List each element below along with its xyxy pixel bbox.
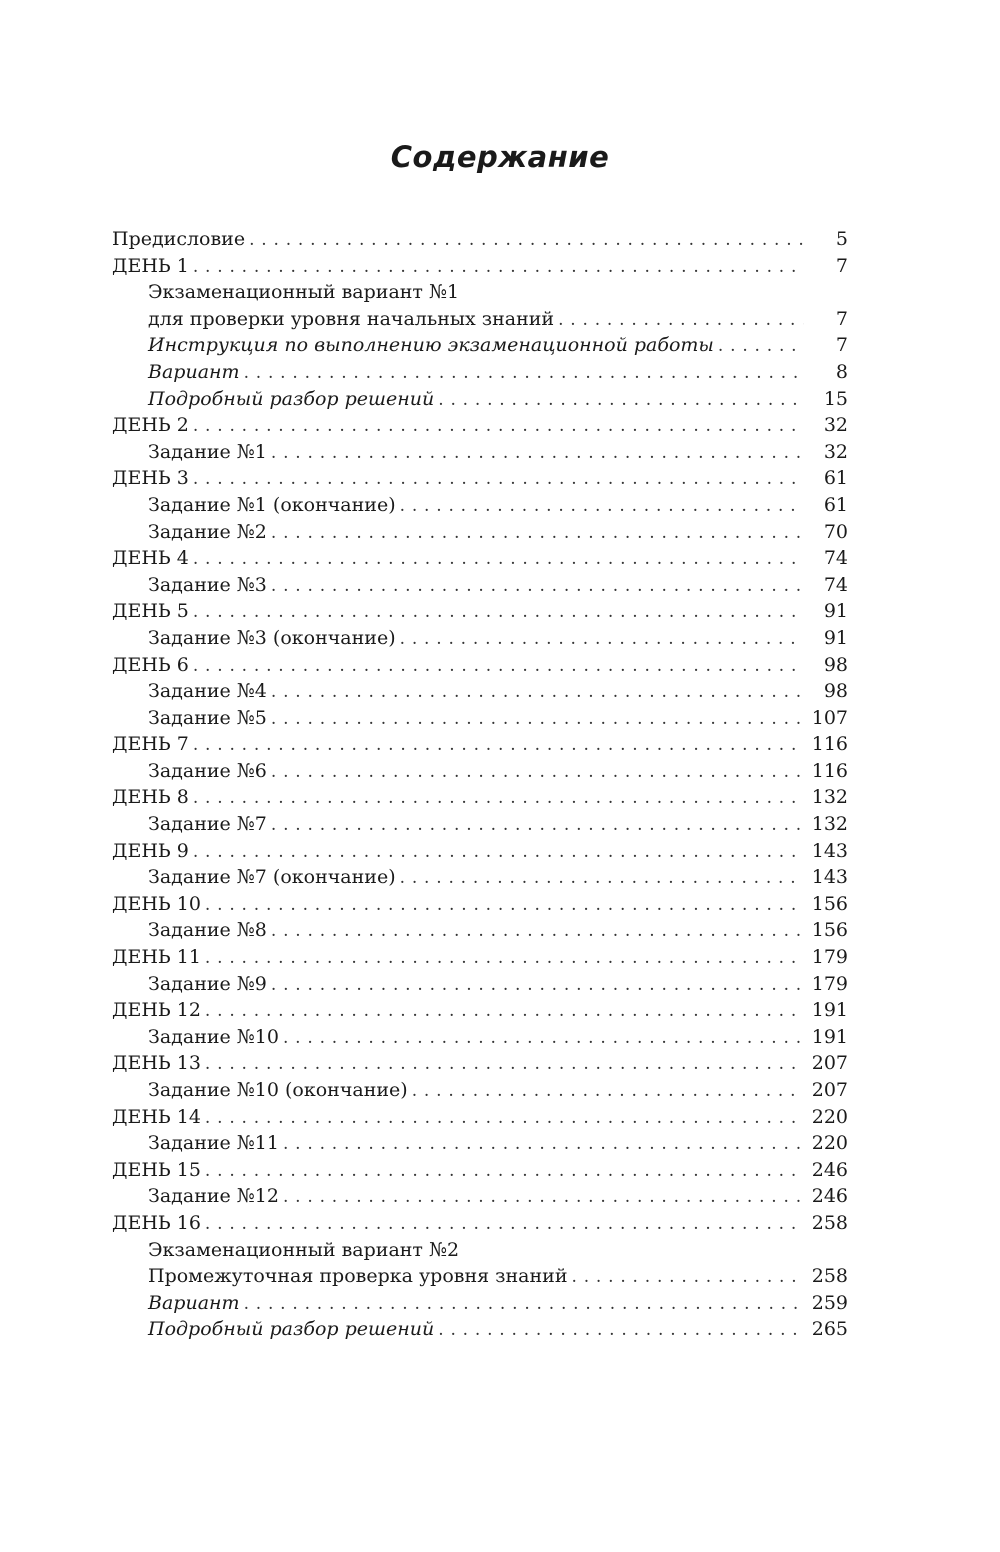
toc-page-number: 143	[811, 866, 848, 889]
toc-entry-label: ДЕНЬ 15	[112, 1158, 201, 1181]
toc-entry-label: Задание №1 (окончание)	[148, 493, 396, 516]
toc-page-number: 98	[823, 653, 848, 676]
toc-page-number: 132	[811, 813, 848, 836]
dot-leader	[205, 945, 804, 972]
toc-subentry[interactable]	[112, 519, 848, 546]
toc-entry-label: для проверки уровня начальных знаний	[148, 307, 555, 330]
toc-entry-label: ДЕНЬ 2	[112, 414, 189, 437]
toc-page-number: 179	[811, 946, 848, 969]
toc-entry-label: Задание №8	[148, 919, 267, 942]
dot-leader	[193, 653, 804, 680]
toc-page-number: 98	[823, 680, 848, 703]
toc-entry-label: ДЕНЬ 8	[112, 786, 189, 809]
table-of-contents	[112, 226, 848, 1343]
toc-entry[interactable]	[112, 253, 848, 280]
dot-leader	[718, 333, 804, 360]
dot-leader	[271, 918, 804, 945]
toc-page-number: 91	[823, 600, 848, 623]
toc-subentry[interactable]	[112, 917, 848, 944]
dot-leader	[205, 1051, 804, 1078]
toc-subentry[interactable]	[112, 1077, 848, 1104]
dot-leader	[193, 785, 804, 812]
toc-entry-label: Задание №3	[148, 573, 267, 596]
toc-page-number: 259	[811, 1291, 848, 1314]
toc-entry[interactable]	[112, 545, 848, 572]
dot-leader	[193, 599, 804, 626]
toc-page-number: 207	[811, 1052, 848, 1075]
toc-entry-label: ДЕНЬ 10	[112, 892, 201, 915]
toc-subentry[interactable]	[112, 864, 848, 891]
toc-entry[interactable]	[112, 944, 848, 971]
page-title: Содержание	[390, 140, 610, 174]
dot-leader	[283, 1025, 804, 1052]
toc-page-number: 32	[823, 440, 848, 463]
toc-page-number: 132	[811, 786, 848, 809]
dot-leader	[244, 360, 804, 387]
toc-entry-label: Задание №10 (окончание)	[148, 1079, 408, 1101]
dot-leader	[400, 493, 804, 520]
toc-entry-label: Задание №12	[148, 1185, 279, 1208]
toc-entry-label: ДЕНЬ 11	[112, 946, 201, 969]
toc-page-number: 179	[811, 972, 848, 995]
toc-subentry[interactable]	[112, 1316, 848, 1343]
toc-page-number: 70	[823, 520, 848, 543]
dot-leader	[271, 706, 804, 733]
toc-page-number: 143	[811, 839, 848, 862]
toc-page-number: 116	[811, 759, 848, 782]
toc-entry-label: Экзаменационный вариант №2	[148, 1238, 460, 1261]
toc-entry-label: Задание №1	[148, 440, 267, 463]
toc-subentry[interactable]	[112, 572, 848, 599]
toc-entry[interactable]	[112, 652, 848, 679]
toc-subentry[interactable]	[112, 332, 848, 359]
toc-subentry[interactable]	[112, 1024, 848, 1051]
toc-page-number: 61	[823, 493, 848, 516]
toc-entry[interactable]	[112, 465, 848, 492]
toc-entry-label: ДЕНЬ 1	[112, 254, 189, 277]
toc-entry-label: ДЕНЬ 6	[112, 653, 189, 676]
toc-subentry[interactable]	[112, 1237, 848, 1264]
toc-entry-label: ДЕНЬ 12	[112, 999, 201, 1022]
dot-leader	[271, 972, 804, 999]
dot-leader	[193, 413, 804, 440]
toc-entry-label: Инструкция по выполнению экзаменационной работы	[148, 334, 714, 357]
toc-subentry[interactable]	[112, 705, 848, 732]
toc-subentry[interactable]	[112, 1130, 848, 1157]
toc-entry-label: ДЕНЬ 5	[112, 600, 189, 623]
toc-entry-label: ДЕНЬ 7	[112, 733, 189, 756]
toc-page-number: 91	[823, 626, 848, 649]
toc-entry[interactable]	[112, 1104, 848, 1131]
toc-page-number: 156	[811, 919, 848, 942]
toc-subentry[interactable]	[112, 1263, 848, 1290]
toc-page-number: 191	[811, 999, 848, 1022]
dot-leader	[412, 1078, 804, 1105]
toc-subentry[interactable]	[112, 811, 848, 838]
toc-entry-label: Предисловие	[112, 228, 246, 250]
dot-leader	[244, 1291, 804, 1318]
dot-leader	[271, 520, 804, 547]
toc-entry-label: ДЕНЬ 13	[112, 1052, 201, 1075]
dot-leader	[572, 1264, 804, 1291]
toc-page-number: 7	[835, 307, 848, 330]
dot-leader	[205, 1158, 804, 1185]
toc-entry-label: Задание №5	[148, 706, 267, 729]
toc-entry[interactable]	[112, 1157, 848, 1184]
toc-page-number: 5	[835, 228, 848, 250]
toc-entry[interactable]	[112, 891, 848, 918]
toc-entry[interactable]	[112, 1050, 848, 1077]
toc-subentry[interactable]	[112, 678, 848, 705]
dot-leader	[205, 892, 804, 919]
toc-page-number: 7	[835, 254, 848, 277]
toc-subentry[interactable]	[112, 625, 848, 652]
toc-entry-label: Задание №2	[148, 520, 267, 543]
toc-page-number: 15	[823, 387, 848, 410]
toc-page-number: 156	[811, 892, 848, 915]
toc-entry-label: ДЕНЬ 9	[112, 839, 189, 862]
dot-leader	[271, 679, 804, 706]
dot-leader	[283, 1184, 804, 1211]
toc-page-number: 74	[823, 573, 848, 596]
toc-entry[interactable]	[112, 226, 848, 253]
toc-entry-label: Задание №7 (окончание)	[148, 866, 396, 889]
toc-entry[interactable]	[112, 598, 848, 625]
toc-page-number: 107	[811, 706, 848, 729]
toc-entry-label: ДЕНЬ 14	[112, 1105, 201, 1128]
toc-entry[interactable]	[112, 412, 848, 439]
toc-page-number: 246	[811, 1185, 848, 1208]
dot-leader	[438, 387, 804, 414]
toc-subentry[interactable]	[112, 492, 848, 519]
dot-leader	[271, 440, 804, 467]
toc-entry-label: Вариант	[148, 360, 240, 383]
toc-page-number: 220	[811, 1105, 848, 1128]
toc-entry-label: Задание №3 (окончание)	[148, 626, 396, 649]
toc-page-number: 258	[811, 1211, 848, 1234]
toc-page-number: 207	[811, 1079, 848, 1101]
toc-subentry[interactable]	[112, 1290, 848, 1317]
toc-page-number: 7	[835, 334, 848, 357]
toc-subentry[interactable]	[112, 386, 848, 413]
toc-page-number: 265	[811, 1318, 848, 1341]
toc-page-number: 191	[811, 1025, 848, 1048]
dot-leader	[271, 573, 804, 600]
dot-leader	[438, 1317, 804, 1344]
toc-entry-label: Задание №4	[148, 680, 267, 703]
dot-leader	[193, 466, 804, 493]
toc-entry[interactable]	[112, 731, 848, 758]
toc-subentry[interactable]	[112, 1183, 848, 1210]
toc-entry-label: Задание №10	[148, 1025, 279, 1048]
toc-entry-label: Вариант	[148, 1291, 240, 1314]
toc-entry-label: Подробный разбор решений	[148, 1318, 435, 1341]
dot-leader	[249, 227, 804, 254]
toc-page-number: 220	[811, 1132, 848, 1155]
toc-entry[interactable]	[112, 784, 848, 811]
toc-page-number: 258	[811, 1265, 848, 1288]
dot-leader	[271, 759, 804, 786]
toc-entry-label: Задание №9	[148, 972, 267, 995]
dot-leader	[283, 1131, 804, 1158]
toc-entry-label: Задание №7	[148, 813, 267, 836]
toc-entry-label: Экзаменационный вариант №1	[148, 281, 460, 304]
toc-entry-label: Задание №11	[148, 1132, 279, 1155]
toc-page-number: 116	[811, 733, 848, 756]
toc-subentry[interactable]	[112, 359, 848, 386]
toc-page-number: 8	[835, 360, 848, 383]
toc-subentry[interactable]	[112, 306, 848, 333]
toc-entry-label: Подробный разбор решений	[148, 387, 435, 410]
toc-entry[interactable]	[112, 838, 848, 865]
dot-leader	[400, 865, 804, 892]
dot-leader	[193, 254, 804, 281]
toc-entry-label: Задание №6	[148, 759, 267, 782]
dot-leader	[205, 1211, 804, 1238]
toc-subentry[interactable]	[112, 758, 848, 785]
toc-subentry[interactable]	[112, 279, 848, 306]
dot-leader	[193, 546, 804, 573]
toc-subentry[interactable]	[112, 971, 848, 998]
toc-entry-label: ДЕНЬ 16	[112, 1211, 201, 1234]
toc-page-number: 74	[823, 547, 848, 570]
toc-page-number: 246	[811, 1158, 848, 1181]
dot-leader	[205, 1105, 804, 1132]
toc-entry-label: ДЕНЬ 4	[112, 547, 189, 570]
toc-entry[interactable]	[112, 1210, 848, 1237]
toc-page-number: 61	[823, 467, 848, 490]
dot-leader	[193, 839, 804, 866]
dot-leader	[205, 998, 804, 1025]
dot-leader	[193, 732, 804, 759]
toc-subentry[interactable]	[112, 439, 848, 466]
toc-entry[interactable]	[112, 997, 848, 1024]
toc-page-number: 32	[823, 414, 848, 437]
dot-leader	[271, 812, 804, 839]
toc-entry-label: ДЕНЬ 3	[112, 467, 189, 490]
toc-entry-label: Промежуточная проверка уровня знаний	[148, 1265, 568, 1288]
dot-leader	[558, 307, 804, 334]
dot-leader	[400, 626, 804, 653]
